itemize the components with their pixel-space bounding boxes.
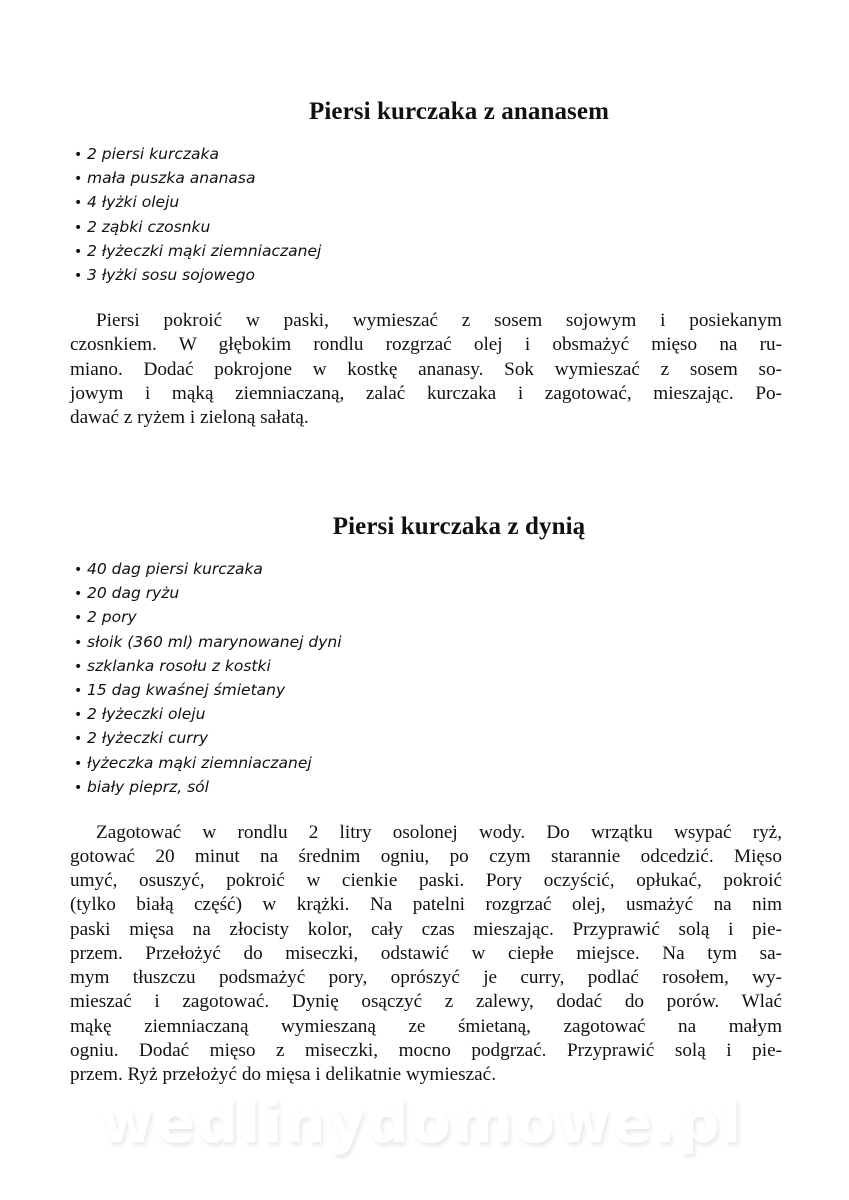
ingredient-item: • łyżeczka mąki ziemniaczanej	[74, 751, 782, 775]
method-line: umyć, osuszyć, pokroić w cienkie paski. Pory oczyścić, opłukać, pokroić	[70, 870, 782, 892]
bullet-icon: •	[74, 682, 83, 699]
method-line: dawać z ryżem i zieloną sałatą.	[70, 406, 309, 428]
bullet-icon: •	[74, 658, 83, 675]
method-line: (tylko białą część) w krążki. Na patelni rozgrzać olej, usmażyć na nim	[70, 894, 782, 916]
method-line: Zagotować w rondlu 2 litry osolonej wody. Do wrzątku wsypać ryż,	[96, 821, 782, 843]
bullet-icon: •	[74, 243, 83, 260]
bullet-icon: •	[74, 610, 83, 627]
ingredient-item: • 20 dag ryżu	[74, 581, 782, 605]
method-line: miano. Dodać pokrojone w kostkę ananasy. Sok wymieszać z sosem so-	[70, 358, 782, 380]
bullet-icon: •	[74, 586, 83, 603]
ingredient-item: • 2 łyżeczki curry	[74, 726, 782, 750]
method-line: paski mięsa na złocisty kolor, cały czas mieszając. Przyprawić solą i pie-	[70, 918, 782, 940]
bullet-icon: •	[74, 267, 83, 284]
ingredient-item: • biały pieprz, sól	[74, 775, 782, 799]
bullet-icon: •	[74, 562, 83, 578]
watermark: wedlinydomowe.pl	[100, 1088, 744, 1156]
ingredient-item: • szklanka rosołu z kostki	[74, 654, 782, 678]
ingredient-item: • 40 dag piersi kurczaka	[74, 557, 782, 581]
ingredient-item: • słoik (360 ml) marynowanej dyni	[74, 630, 782, 654]
bullet-icon: •	[74, 634, 83, 651]
method-paragraph	[70, 309, 782, 430]
method-line: przem. Ryż przełożyć do mięsa i delikatnie wymieszać.	[70, 1063, 496, 1085]
bullet-icon: •	[74, 755, 83, 772]
recipe-title: Piersi kurczaka z ananasem	[308, 98, 610, 125]
ingredient-item: • 2 ząbki czosnku	[74, 215, 782, 239]
bullet-icon: •	[74, 171, 83, 188]
recipe-pumpkin-chicken	[70, 511, 782, 1087]
bullet-icon: •	[74, 195, 83, 212]
ingredient-item: • 3 łyżki sosu sojowego	[74, 263, 782, 287]
method-line: ogniu. Dodać mięso z miseczki, mocno podgrzać. Przyprawić solą i pie-	[70, 1039, 782, 1061]
method-paragraph	[70, 821, 782, 1087]
method-line: czosnkiem. W głębokim rondlu rozgrzać olej i obsmażyć mięso na ru-	[70, 334, 782, 356]
bullet-icon: •	[74, 779, 83, 796]
method-line: gotować 20 minut na średnim ogniu, po czym starannie odcedzić. Mięso	[70, 846, 782, 868]
ingredient-list	[70, 557, 782, 799]
method-line: przem. Przełożyć do miseczki, odstawić w ciepłe miejsce. Na tym sa-	[70, 942, 782, 964]
ingredient-item: • 2 pory	[74, 605, 782, 629]
bullet-icon: •	[74, 707, 83, 724]
ingredient-item: • 2 piersi kurczaka	[74, 142, 782, 166]
ingredient-item: • 15 dag kwaśnej śmietany	[74, 678, 782, 702]
method-line: jowym i mąką ziemniaczaną, zalać kurczaka i zagotować, mieszając. Po-	[70, 382, 782, 404]
bullet-icon: •	[74, 731, 83, 748]
ingredient-item: • 2 łyżeczki oleju	[74, 702, 782, 726]
ingredient-list	[70, 142, 782, 287]
bullet-icon: •	[74, 219, 83, 236]
method-line: mąkę ziemniaczaną wymieszaną ze śmietaną, zagotować na małym	[70, 1015, 782, 1037]
ingredient-item: • 4 łyżki oleju	[74, 190, 782, 214]
recipe-pineapple-chicken	[70, 96, 782, 430]
method-line: mym tłuszczu podsmażyć pory, oprószyć je curry, podlać rosołem, wy-	[70, 967, 782, 989]
method-line: Piersi pokroić w paski, wymieszać z sosem sojowym i posiekanym	[96, 310, 782, 332]
ingredient-item: • mała puszka ananasa	[74, 166, 782, 190]
bullet-icon: •	[74, 147, 83, 163]
recipe-title: Piersi kurczaka z dynią	[332, 513, 586, 540]
method-line: mieszać i zagotować. Dynię osączyć z zalewy, dodać do porów. Wlać	[70, 991, 782, 1013]
ingredient-item: • 2 łyżeczki mąki ziemniaczanej	[74, 239, 782, 263]
